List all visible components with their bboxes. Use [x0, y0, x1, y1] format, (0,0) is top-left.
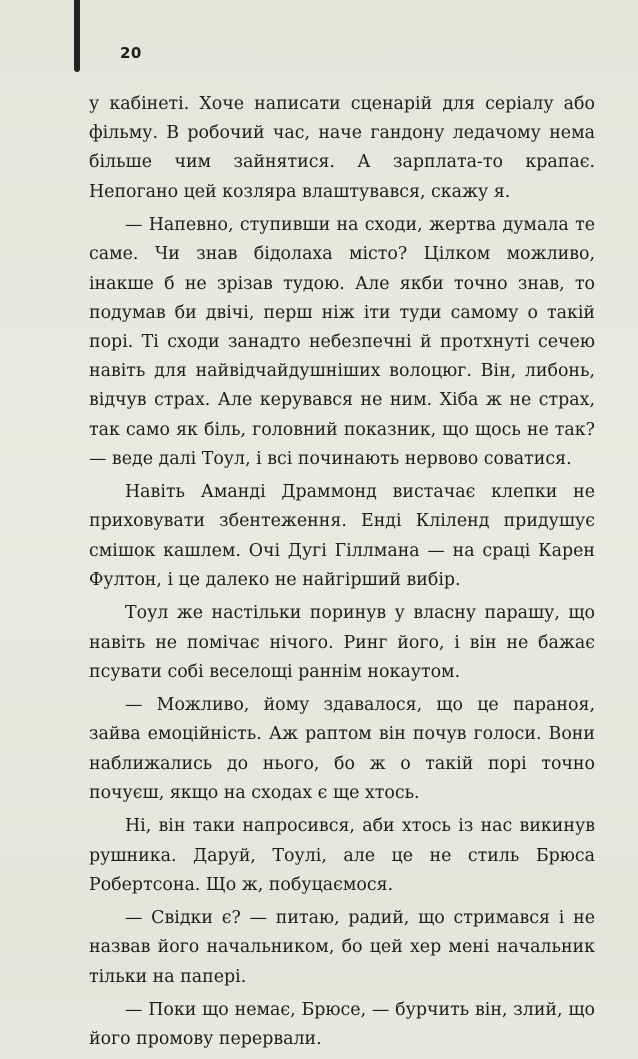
paragraph: Тоул же настільки поринув у власну парашу, що навіть не помічає нічого. Ринг його, і він не бажає псувати собі веселощі раннім нокаутом. [89, 603, 595, 682]
paragraph: — Можливо, йому здавалося, що це параноя, зайва емоційність. Аж раптом він почув голоси. Вони наближались до нього, бо ж о такій порі точно почуєш, якщо на сходах є ще хтось. [89, 695, 595, 803]
paragraph: у кабінеті. Хоче написати сценарій для серіалу або фільму. В робочий час, наче гандону ледачому нема більше чим зайнятися. А зарплата-то крапає. Непогано цей козляра влаштувався, скажу я. [89, 94, 595, 202]
paragraph: Ні, він таки напросився, аби хтось із нас викинув рушника. Даруй, Тоулі, але це не стиль Брюса Робертсона. Що ж, побуцаємося. [89, 816, 595, 895]
body-text [89, 90, 595, 1059]
binding-shadow [74, 0, 80, 72]
paragraph: Навіть Аманді Драммонд вистачає клепки не приховувати збентеження. Енді Кліленд придушує смішок кашлем. Очі Дугі Гіллмана — на сраці Карен Фултон, і це далеко не найгірший вибір. [89, 482, 595, 590]
paragraph: — Напевно, ступивши на сходи, жертва думала те саме. Чи знав бідолаха місто? Цілком можливо, інакше б не зрізав тудою. Але якби точно знав, то подумав би двічі, перш ніж іти туди самому о такій порі. Ті сходи занадто небезпечні й протхнуті сечею навіть для найвідчайдушніших волоцюг. Він, либонь, відчув страх. Але керувався не ним. Хіба ж не страх, так само як біль, головний показник, що щось не так? — веде далі Тоул, і всі починають нервово соватися. [89, 215, 595, 469]
paragraph: — Свідки є? — питаю, радий, що стримався і не назвав його начальником, бо цей хер мені начальник тільки на папері. [89, 908, 595, 987]
page-number: 20 [120, 44, 142, 62]
paragraph: — Поки що немає, Брюсе, — бурчить він, злий, що його промову перервали. [89, 1000, 595, 1050]
